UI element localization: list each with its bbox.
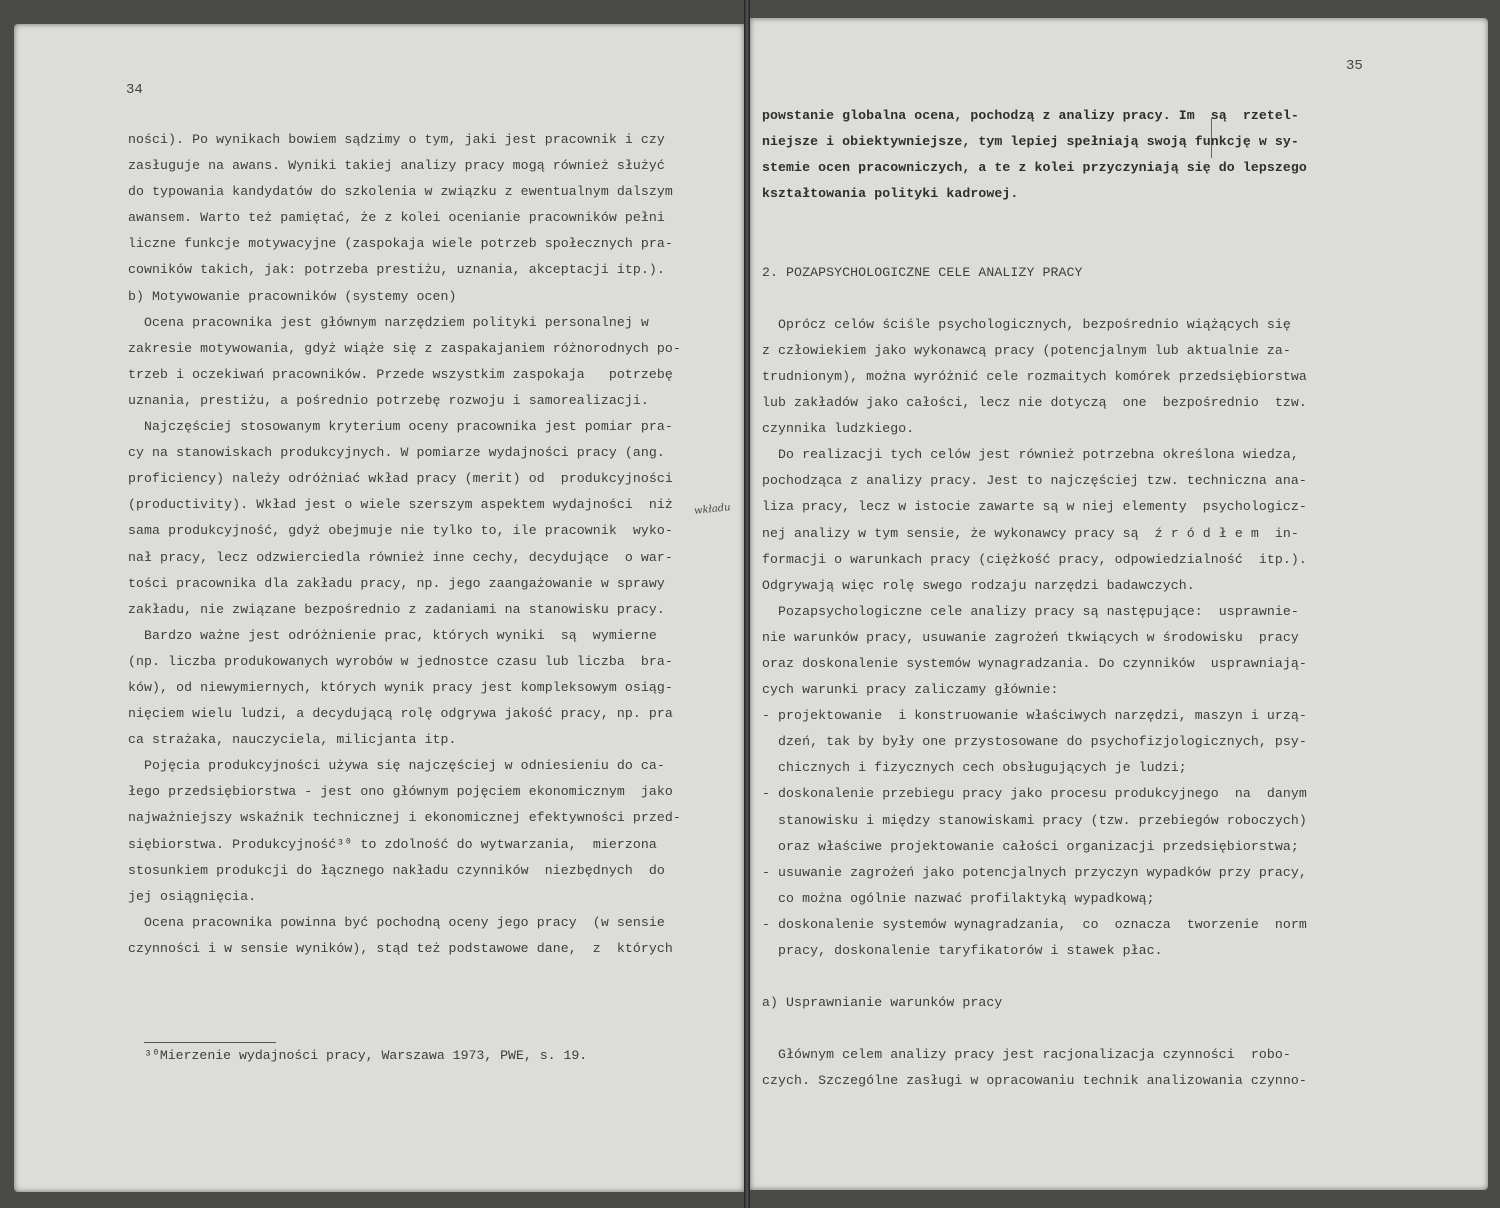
text-line: jej osiągnięcia. (128, 888, 257, 904)
right-page-text (762, 103, 1372, 1095)
text-line: niejsze i obiektywniejsze, tym lepiej spełniają swoją funkcję w sy- (762, 134, 1299, 150)
footnote-rule (144, 1042, 276, 1043)
text-line: - usuwanie zagrożeń jako potencjalnych przyczyn wypadków przy pracy, (762, 864, 1307, 880)
text-line: czynności i w sensie wyników), stąd też podstawowe dane, z których (128, 940, 673, 956)
text-line: Ocena pracownika powinna być pochodną oceny jego pracy (w sensie (128, 914, 665, 930)
text-line: Pojęcia produkcyjności używa się najczęściej w odniesieniu do ca- (128, 758, 665, 774)
text-line (762, 1016, 1372, 1042)
text-line: lub zakładów jako całości, lecz nie dotyczą one bezpośrednio tzw. (762, 395, 1307, 411)
text-line: powstanie globalna ocena, pochodzą z analizy pracy. Im są rzetel- (762, 108, 1299, 123)
text-line (762, 207, 1372, 233)
text-line: - doskonalenie przebiegu pracy jako procesu produkcyjnego na danym (762, 786, 1307, 802)
left-page-text (128, 127, 738, 962)
right-page (750, 18, 1488, 1190)
text-line (762, 964, 1372, 990)
text-line: siębiorstwa. Produkcyjność³⁰ to zdolność do wytwarzania, mierzona (128, 836, 657, 852)
footnote: ³⁰Mierzenie wydajności pracy, Warszawa 1973, PWE, s. 19. (144, 1048, 588, 1063)
text-line: Oprócz celów ściśle psychologicznych, bezpośrednio wiążących się (762, 316, 1291, 332)
text-line: nał pracy, lecz odzwierciedla również inne cechy, decydujące o war- (128, 549, 673, 565)
text-line: (np. liczba produkowanych wyrobów w jednostce czasu lub liczba bra- (128, 653, 673, 669)
text-line: liza pracy, lecz w istocie zawarte są w niej elementy psychologicz- (762, 499, 1307, 515)
text-line: cy na stanowiskach produkcyjnych. W pomiarze wydajności pracy (ang. (128, 445, 665, 461)
text-line: Głównym celem analizy pracy jest racjonalizacja czynności robo- (762, 1047, 1291, 1063)
left-page (14, 24, 744, 1192)
text-line: ca strażaka, nauczyciela, milicjanta itp. (128, 732, 457, 748)
text-line: stosunkiem produkcji do łącznego nakładu czynników niezbędnych do (128, 862, 665, 878)
text-line: do typowania kandydatów do szkolenia w związku z ewentualnym dalszym (128, 184, 673, 200)
text-line: czych. Szczególne zasługi w opracowaniu technik analizowania czynno- (762, 1073, 1307, 1089)
text-line: nej analizy w tym sensie, że wykonawcy pracy są ź r ó d ł e m in- (762, 525, 1299, 541)
text-line: trzeb i oczekiwań pracowników. Przede wszystkim zaspokaja potrzebę (128, 366, 673, 382)
text-line: najważniejszy wskaźnik technicznej i ekonomicznej efektywności przed- (128, 810, 681, 826)
text-line: stemie ocen pracowniczych, a te z kolei przyczyniają się do lepszego (762, 160, 1307, 176)
text-line: oraz doskonalenie systemów wynagradzania. Do czynników usprawniają- (762, 655, 1307, 671)
text-line: a) Usprawnianie warunków pracy (762, 995, 1003, 1011)
text-line: dzeń, tak by były one przystosowane do psychofizjologicznych, psy- (762, 734, 1307, 750)
text-line: zasługuje na awans. Wyniki takiej analizy pracy mogą również służyć (128, 158, 665, 174)
text-line: zakresie motywowania, gdyż wiąże się z zaspakajaniem różnorodnych po- (128, 340, 681, 356)
text-line: pochodząca z analizy pracy. Jest to najczęściej tzw. techniczna ana- (762, 473, 1307, 489)
text-line: cych warunki pracy zaliczamy głównie: (762, 682, 1059, 698)
text-line: nięciem wielu ludzi, a decydującą rolę odgrywa jakość pracy, np. pra (128, 706, 673, 722)
page-number: 34 (126, 82, 143, 98)
text-line: łego przedsiębiorstwa - jest ono głównym pojęciem ekonomicznym jako (128, 784, 673, 800)
text-line: awansem. Warto też pamiętać, że z kolei ocenianie pracowników pełni (128, 210, 665, 226)
text-line: Ocena pracownika jest głównym narzędziem polityki personalnej w (128, 314, 649, 330)
text-line: zakładu, nie związane bezpośrednio z zadaniami na stanowisku pracy. (128, 601, 665, 617)
text-line: ności). Po wynikach bowiem sądzimy o tym, jaki jest pracownik i czy (128, 132, 665, 147)
text-line: ków), od niewymiernych, których wynik pracy jest kompleksowym osiąg- (128, 679, 673, 695)
text-line: liczne funkcje motywacyjne (zaspokaja wiele potrzeb społecznych pra- (128, 236, 673, 252)
text-line: tości pracownika dla zakładu pracy, np. jego zaangażowanie w sprawy (128, 575, 665, 591)
text-line: czynnika ludzkiego. (762, 421, 915, 437)
text-line: - doskonalenie systemów wynagradzania, co oznacza tworzenie norm (762, 916, 1307, 932)
text-line: oraz właściwe projektowanie całości organizacji przedsiębiorstwa; (762, 838, 1299, 854)
text-line: Odgrywają więc rolę swego rodzaju narzędzi badawczych. (762, 577, 1195, 593)
text-line: stanowisku i między stanowiskami pracy (tzw. przebiegów roboczych) (762, 812, 1307, 828)
text-line: sama produkcyjność, gdyż obejmuje nie tylko to, ile pracownik wyko- (128, 523, 673, 539)
text-line (762, 233, 1372, 259)
text-line: uznania, prestiżu, a pośrednio potrzebę rozwoju i samorealizacji. (128, 392, 649, 408)
text-line: - projektowanie i konstruowanie właściwych narzędzi, maszyn i urzą- (762, 708, 1307, 724)
text-line: nie warunków pracy, usuwanie zagrożeń tkwiących w środowisku pracy (762, 629, 1299, 645)
text-line: Bardzo ważne jest odróżnienie prac, których wyniki są wymierne (128, 627, 657, 643)
text-line: chicznych i fizycznych cech obsługujących je ludzi; (762, 760, 1187, 776)
text-line: proficiency) należy odróżniać wkład pracy (merit) od produkcyjności (128, 471, 673, 487)
handwritten-note: wkładu (693, 502, 732, 517)
page-number: 35 (1346, 58, 1363, 74)
text-line: 2. POZAPSYCHOLOGICZNE CELE ANALIZY PRACY (762, 264, 1083, 280)
text-line: trudnionym), można wyróżnić cele rozmaitych komórek przedsiębiorstwa (762, 368, 1307, 384)
text-line: pracy, doskonalenie taryfikatorów i stawek płac. (762, 943, 1163, 958)
text-line: (productivity). Wkład jest o wiele szerszym aspektem wydajności niż (128, 497, 673, 513)
text-line (762, 286, 1372, 312)
text-line: Do realizacji tych celów jest również potrzebna określona wiedza, (762, 447, 1299, 463)
text-line: z człowiekiem jako wykonawcą pracy (potencjalnym lub aktualnie za- (762, 342, 1291, 358)
text-line: cowników takich, jak: potrzeba prestiżu, uznania, akceptacji itp.). (128, 262, 665, 278)
text-line: kształtowania polityki kadrowej. (762, 186, 1019, 202)
text-line: Pozapsychologiczne cele analizy pracy są następujące: usprawnie- (762, 603, 1299, 619)
text-line: formacji o warunkach pracy (ciężkość pracy, odpowiedzialność itp.). (762, 551, 1307, 567)
text-line: Najczęściej stosowanym kryterium oceny pracownika jest pomiar pra- (128, 419, 673, 435)
text-line: b) Motywowanie pracowników (systemy ocen) (128, 288, 457, 304)
text-line: co można ogólnie nazwać profilaktyką wypadkową; (762, 890, 1155, 906)
